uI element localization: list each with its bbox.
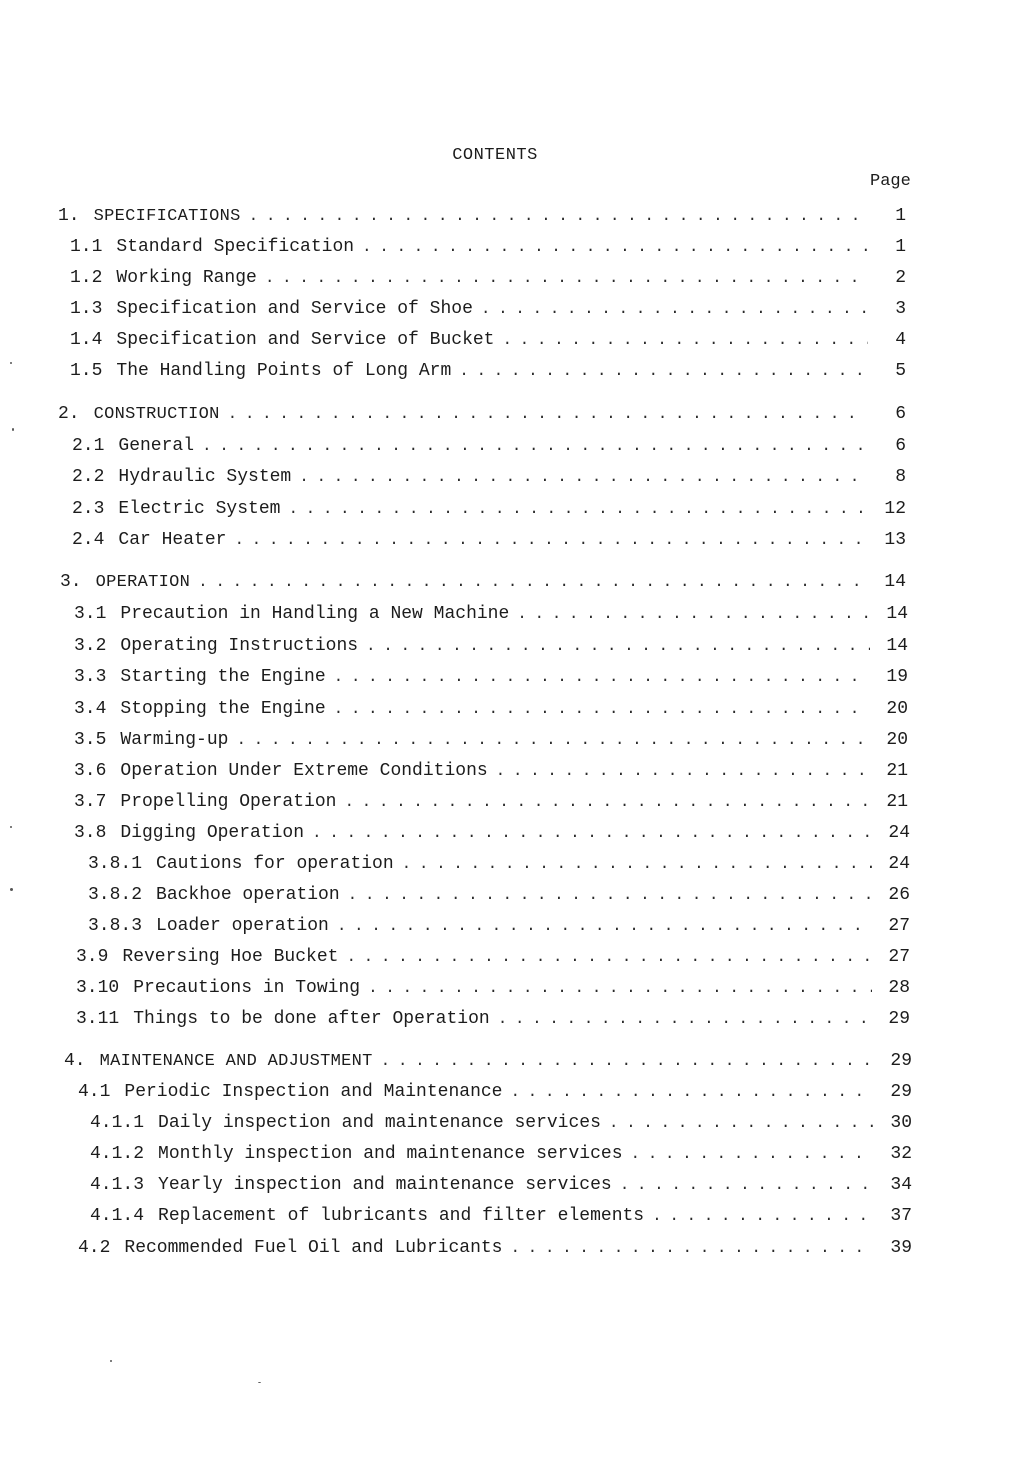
dot-leader xyxy=(502,331,868,349)
toc-entry-label: Yearly inspection and maintenance services xyxy=(158,1175,612,1195)
toc-entry-number: 1.4 xyxy=(70,330,103,350)
toc-entry-label: Working Range xyxy=(116,268,257,288)
toc-entry-number: 3.1 xyxy=(74,604,107,624)
dot-leader xyxy=(362,238,868,256)
toc-entry-number: 3.4 xyxy=(74,699,107,719)
toc-entry-page: 37 xyxy=(890,1206,912,1226)
toc-entry-label: Operation Under Extreme Conditions xyxy=(120,761,488,781)
toc-entry xyxy=(78,1238,912,1266)
dot-leader xyxy=(402,855,872,873)
toc-entry-page: 26 xyxy=(888,885,910,905)
dot-leader xyxy=(337,917,872,935)
toc-entry-number: 3.8.3 xyxy=(88,916,143,936)
scan-speck xyxy=(110,1360,112,1362)
dot-leader xyxy=(481,300,868,318)
toc-entry-label: CONSTRUCTION xyxy=(93,405,220,424)
toc-entry-label: Stopping the Engine xyxy=(120,699,326,719)
toc-entry-page: 3 xyxy=(895,299,906,319)
toc-entry xyxy=(74,604,908,632)
toc-entry-page: 1 xyxy=(895,206,906,226)
toc-entry-page: 21 xyxy=(886,792,908,812)
toc-entry-page: 32 xyxy=(890,1144,912,1164)
toc-entry xyxy=(88,916,910,944)
toc-entry-page: 29 xyxy=(890,1051,912,1071)
toc-entry-label: Periodic Inspection and Maintenance xyxy=(124,1082,503,1102)
dot-leader xyxy=(498,1010,872,1028)
toc-entry-label: Hydraulic System xyxy=(118,467,292,487)
toc-entry-page: 34 xyxy=(890,1175,912,1195)
toc-entry xyxy=(90,1175,912,1203)
toc-entry-number: 3.5 xyxy=(74,730,107,750)
toc-entry-number: 3.7 xyxy=(74,792,107,812)
toc-entry-label: MAINTENANCE AND ADJUSTMENT xyxy=(99,1052,373,1071)
dot-leader xyxy=(202,437,868,455)
dot-leader xyxy=(510,1239,874,1257)
toc-entry-page: 6 xyxy=(895,404,906,424)
toc-entry xyxy=(64,1051,912,1079)
dot-leader xyxy=(346,948,872,966)
toc-entry-number: 4.2 xyxy=(78,1238,111,1258)
toc-entry xyxy=(70,237,906,265)
dot-leader xyxy=(334,668,870,686)
toc-entry xyxy=(76,1009,910,1037)
scan-speck xyxy=(10,362,12,364)
toc-entry xyxy=(70,361,906,389)
toc-entry-label: SPECIFICATIONS xyxy=(93,207,241,226)
toc-entry xyxy=(74,636,908,664)
scan-speck xyxy=(258,1382,261,1383)
dot-leader xyxy=(228,405,868,423)
toc-entry xyxy=(74,761,908,789)
dot-leader xyxy=(366,637,870,655)
dot-leader xyxy=(288,500,868,518)
toc-entry-number: 3.6 xyxy=(74,761,107,781)
toc-entry-page: 6 xyxy=(895,436,906,456)
toc-entry xyxy=(90,1113,912,1141)
toc-entry xyxy=(88,854,910,882)
toc-entry-page: 30 xyxy=(890,1113,912,1133)
toc-entry xyxy=(70,330,906,358)
toc-entry xyxy=(78,1082,912,1110)
toc-entry-number: 3.8.2 xyxy=(88,885,143,905)
toc-entry-page: 2 xyxy=(895,268,906,288)
toc-entry xyxy=(58,404,906,432)
toc-entry-page: 20 xyxy=(886,699,908,719)
toc-entry-number: 2.1 xyxy=(72,436,105,456)
toc-entry-label: Things to be done after Operation xyxy=(133,1009,490,1029)
toc-entry xyxy=(74,699,908,727)
toc-entry xyxy=(88,885,910,913)
toc-entry-number: 1.5 xyxy=(70,361,103,381)
toc-entry-number: 1.2 xyxy=(70,268,103,288)
toc-entry-page: 14 xyxy=(886,604,908,624)
toc-entry-label: Daily inspection and maintenance services xyxy=(158,1113,601,1133)
toc-entry-page: 27 xyxy=(888,947,910,967)
toc-entry-label: Loader operation xyxy=(156,916,329,936)
toc-entry xyxy=(74,667,908,695)
dot-leader xyxy=(344,793,870,811)
toc-entry-page: 24 xyxy=(888,823,910,843)
toc-entry-number: 4.1.2 xyxy=(90,1144,145,1164)
toc-entry-number: 4.1 xyxy=(78,1082,111,1102)
toc-entry-label: Car Heater xyxy=(118,530,227,550)
toc-entry-page: 14 xyxy=(884,572,906,592)
toc-entry-number: 2.2 xyxy=(72,467,105,487)
toc-entry-page: 1 xyxy=(895,237,906,257)
toc-entry-page: 28 xyxy=(888,978,910,998)
toc-entry-page: 29 xyxy=(890,1082,912,1102)
toc-entry xyxy=(74,792,908,820)
toc-entry-label: Electric System xyxy=(118,499,281,519)
toc-entry-number: 2.3 xyxy=(72,499,105,519)
scan-speck xyxy=(12,428,14,431)
toc-entry-number: 4. xyxy=(64,1051,86,1071)
dot-leader xyxy=(348,886,872,904)
toc-entry-label: Replacement of lubricants and filter elements xyxy=(158,1206,645,1226)
toc-entry-number: 3.3 xyxy=(74,667,107,687)
dot-leader xyxy=(236,731,870,749)
toc-entry-number: 3. xyxy=(60,572,82,592)
toc-entry-page: 24 xyxy=(888,854,910,874)
toc-entry-page: 29 xyxy=(888,1009,910,1029)
toc-entry xyxy=(70,268,906,296)
page-column-label: Page xyxy=(870,172,911,191)
toc-entry-number: 3.9 xyxy=(76,947,109,967)
toc-entry xyxy=(90,1144,912,1172)
toc-entry-page: 21 xyxy=(886,761,908,781)
toc-entry-page: 20 xyxy=(886,730,908,750)
toc-entry-label: Starting the Engine xyxy=(120,667,326,687)
toc-entry-label: Recommended Fuel Oil and Lubricants xyxy=(124,1238,503,1258)
toc-entry-number: 4.1.4 xyxy=(90,1206,145,1226)
dot-leader xyxy=(609,1114,874,1132)
dot-leader xyxy=(652,1207,874,1225)
dot-leader xyxy=(198,573,868,591)
contents-title: CONTENTS xyxy=(452,146,538,165)
dot-leader xyxy=(517,605,870,623)
dot-leader xyxy=(368,979,872,997)
toc-entry-label: Digging Operation xyxy=(120,823,305,843)
dot-leader xyxy=(381,1052,874,1070)
toc-entry-label: Operating Instructions xyxy=(120,636,359,656)
dot-leader xyxy=(299,468,868,486)
toc-entry xyxy=(58,206,906,234)
dot-leader xyxy=(334,700,870,718)
toc-entry-number: 4.1.1 xyxy=(90,1113,145,1133)
toc-entry-number: 3.2 xyxy=(74,636,107,656)
dot-leader xyxy=(312,824,872,842)
toc-entry-page: 39 xyxy=(890,1238,912,1258)
toc-entry-number: 3.8 xyxy=(74,823,107,843)
toc-entry-number: 3.10 xyxy=(76,978,120,998)
dot-leader xyxy=(510,1083,874,1101)
toc-entry-label: Specification and Service of Shoe xyxy=(116,299,473,319)
toc-entry-number: 1. xyxy=(58,206,80,226)
toc-entry-label: Backhoe operation xyxy=(156,885,340,905)
toc-entry-page: 8 xyxy=(895,467,906,487)
toc-entry-label: The Handling Points of Long Arm xyxy=(116,361,452,381)
toc-entry xyxy=(70,299,906,327)
toc-entry-number: 3.11 xyxy=(76,1009,120,1029)
toc-entry-label: Propelling Operation xyxy=(120,792,337,812)
toc-entry-page: 14 xyxy=(886,636,908,656)
toc-entry-number: 2.4 xyxy=(72,530,105,550)
toc-entry xyxy=(74,823,910,851)
dot-leader xyxy=(459,362,868,380)
dot-leader xyxy=(234,531,868,549)
toc-entry-page: 13 xyxy=(884,530,906,550)
toc-entry xyxy=(72,436,906,464)
toc-entry-number: 1.1 xyxy=(70,237,103,257)
scan-speck xyxy=(10,826,12,828)
toc-entry xyxy=(76,947,910,975)
toc-entry-label: Reversing Hoe Bucket xyxy=(122,947,339,967)
toc-entry-label: Monthly inspection and maintenance services xyxy=(158,1144,623,1164)
dot-leader xyxy=(249,207,868,225)
toc-entry-page: 4 xyxy=(895,330,906,350)
toc-entry-label: Standard Specification xyxy=(116,237,355,257)
dot-leader xyxy=(631,1145,875,1163)
toc-entry-label: Precautions in Towing xyxy=(133,978,361,998)
toc-entry xyxy=(90,1206,912,1234)
scan-speck xyxy=(10,888,13,891)
toc-entry-page: 5 xyxy=(895,361,906,381)
toc-entry-label: Specification and Service of Bucket xyxy=(116,330,495,350)
toc-entry-page: 27 xyxy=(888,916,910,936)
toc-entry-label: Precaution in Handling a New Machine xyxy=(120,604,510,624)
toc-entry-number: 3.8.1 xyxy=(88,854,143,874)
toc-entry xyxy=(74,730,908,758)
toc-entry-number: 4.1.3 xyxy=(90,1175,145,1195)
toc-entry xyxy=(72,530,906,558)
toc-entry-label: Cautions for operation xyxy=(156,854,394,874)
toc-entry-label: OPERATION xyxy=(95,573,191,592)
dot-leader xyxy=(496,762,870,780)
dot-leader xyxy=(265,269,868,287)
toc-entry-page: 12 xyxy=(884,499,906,519)
toc-entry-label: General xyxy=(118,436,195,456)
toc-entry xyxy=(76,978,910,1006)
toc-entry xyxy=(72,467,906,495)
toc-entry-number: 2. xyxy=(58,404,80,424)
dot-leader xyxy=(620,1176,874,1194)
toc-entry-page: 19 xyxy=(886,667,908,687)
toc-entry xyxy=(60,572,906,600)
toc-entry-number: 1.3 xyxy=(70,299,103,319)
toc-entry xyxy=(72,499,906,527)
toc-entry-label: Warming-up xyxy=(120,730,229,750)
